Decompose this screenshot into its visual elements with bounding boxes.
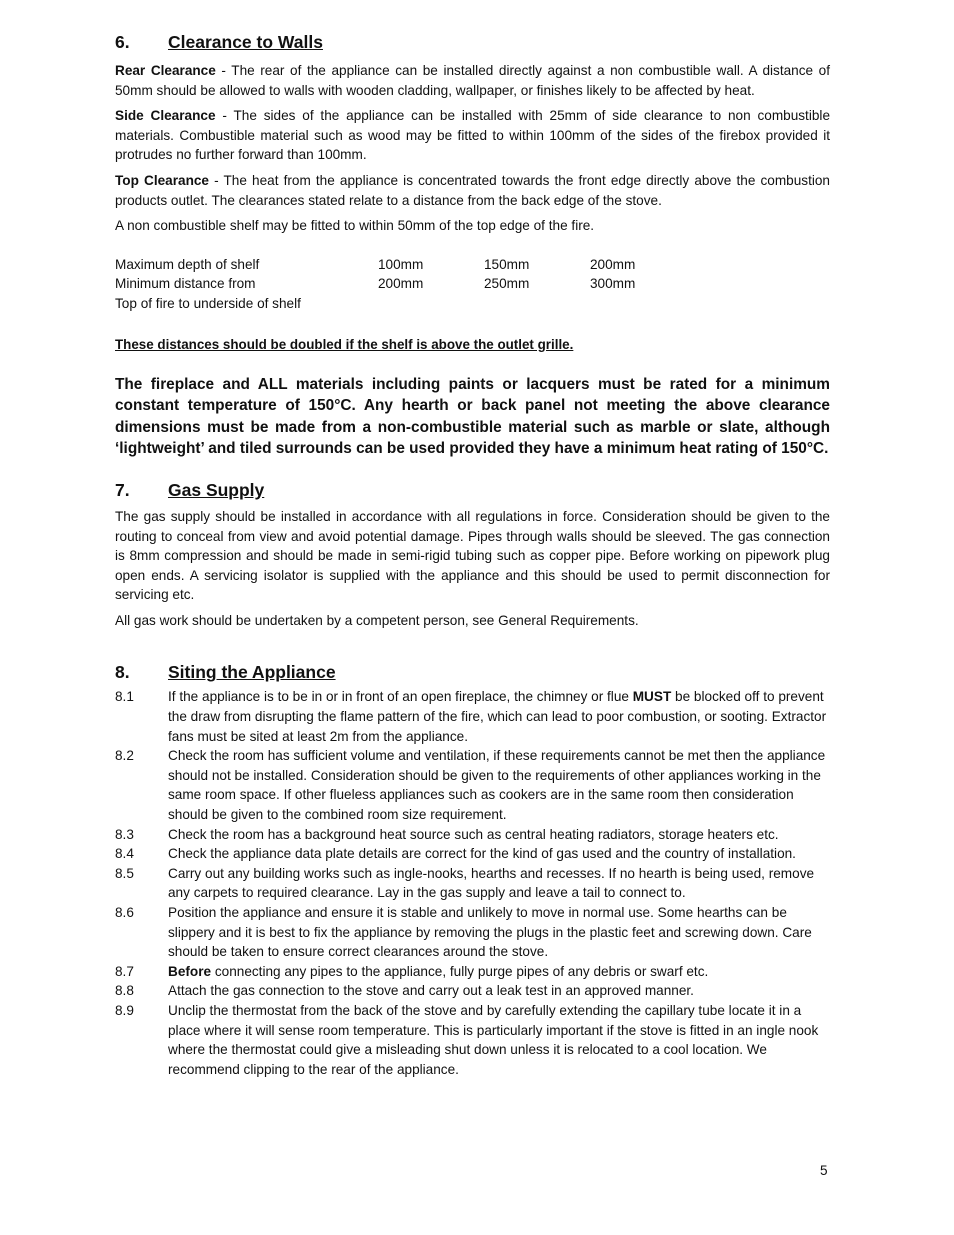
list-item bbox=[115, 864, 830, 903]
cell: 150mm bbox=[484, 256, 530, 272]
row-label: Minimum distance from bbox=[115, 276, 256, 292]
item-number: 8.6 bbox=[115, 905, 134, 920]
cell: 300mm bbox=[590, 276, 636, 292]
section-7-heading bbox=[115, 478, 830, 502]
section-title: Siting the Appliance bbox=[168, 662, 336, 683]
top-clearance-label: Top Clearance bbox=[115, 172, 209, 188]
shelf-intro: A non combustible shelf may be fitted to within 50mm of the top edge of the fire. bbox=[115, 218, 595, 234]
section-number: 6. bbox=[115, 32, 130, 52]
side-clearance-label: Side Clearance bbox=[115, 108, 216, 124]
doubled-distance-note: These distances should be doubled if the shelf is above the outlet grille. bbox=[115, 336, 574, 352]
item-text: Unclip the thermostat from the back of the stove and by carefully extending the capillary tube locate it in a place where it will sense room temperature. This is particularly important if the stove is fitted in an ingle nook where the thermostat could give a misleading shut down unless it is relocated to a cool location. We recommend clipping to the rear of the appliance. bbox=[168, 1002, 819, 1077]
item-number: 8.4 bbox=[115, 846, 134, 862]
item-text: Carry out any building works such as ingle-nooks, hearths and recesses. If no hearth is being used, remove any carpets to required clearance. Lay in the gas supply and leave a tail to connect to. bbox=[168, 865, 815, 901]
cell: 200mm bbox=[590, 256, 636, 272]
section-title: Clearance to Walls bbox=[168, 32, 323, 52]
list-item bbox=[115, 687, 830, 746]
cell: 250mm bbox=[484, 276, 530, 292]
item-text: Attach the gas connection to the stove and carry out a leak test in an approved manner. bbox=[168, 983, 694, 999]
row-label: Maximum depth of shelf bbox=[115, 256, 260, 272]
cell: 100mm bbox=[378, 256, 424, 272]
row-label: Top of fire to underside of shelf bbox=[115, 295, 301, 311]
item-text: Check the room has sufficient volume and ventilation, if these requirements cannot be met then the appliance should not be installed. Consideration should be given to the requirements of other appliances working in the same room space. If other flueless appliances such as cookers are in the same room then consideration should be given to the combined room size requirement. bbox=[168, 748, 826, 823]
shelf-table bbox=[115, 255, 830, 314]
shelf-table-row bbox=[115, 274, 830, 294]
list-item bbox=[115, 844, 830, 864]
gas-supply-paragraph: The gas supply should be installed in accordance with all regulations in force. Consideration should be given to the routing to conceal from view and avoid potential damage. Pipes through walls should be sleeved. The gas connection is 8mm compression and should be made in semi-rigid tubing such as copper pipe. Before working on pipework plug open ends. A servicing isolator is supplied with the appliance and this should be used to permit disconnection for servicing etc. bbox=[115, 508, 830, 603]
item-number: 8.1 bbox=[115, 689, 134, 705]
heat-rating-warning: The fireplace and ALL materials including paints or lacquers must be rated for a minimum constant temperature of 150°C. Any hearth or back panel not meeting the above clearance dimensions must be made from a non-combustible material such as marble or slate, although ‘lightweight’ and tiled surrounds can be used provided they have a minimum heat rating of 150°C. bbox=[115, 375, 830, 458]
side-clearance-paragraph bbox=[115, 106, 830, 165]
page-number: 5 bbox=[820, 1163, 828, 1178]
shelf-table-row bbox=[115, 294, 830, 314]
section-number: 7. bbox=[115, 479, 130, 500]
page-content bbox=[115, 30, 830, 1079]
rear-clearance-label: Rear Clearance bbox=[115, 63, 216, 78]
item-text: Check the room has a background heat source such as central heating radiators, storage heaters etc. bbox=[168, 826, 779, 842]
item-number: 8.8 bbox=[115, 983, 134, 999]
section-8-heading bbox=[115, 660, 830, 684]
item-text: Position the appliance and ensure it is stable and unlikely to move in normal use. Some hearths can be slippery and it is best to fix the appliance by removing the plugs in the plastic feet and screwing down. Care should be taken to ensure correct clearances around the stove. bbox=[168, 905, 812, 960]
top-clearance-text: - The heat from the appliance is concentrated towards the front edge directly above the combustion products outlet. The clearances stated relate to a distance from the back edge of the stove. bbox=[115, 172, 830, 208]
rear-clearance-paragraph bbox=[115, 61, 830, 100]
cell: 200mm bbox=[378, 276, 424, 292]
gas-work-paragraph: All gas work should be undertaken by a competent person, see General Requirements. bbox=[115, 612, 639, 628]
section-6-heading bbox=[115, 30, 830, 54]
item-text: If the appliance is to be in or in front of an open fireplace, the chimney or flue MUST be blocked off to prevent the draw from disrupting the flame pattern of the fire, which can lead to poor combustion, or sooting. Extractor fans must be sited at least 2m from the appliance. bbox=[168, 689, 827, 744]
side-clearance-text: - The sides of the appliance can be installed with 25mm of side clearance to non combustible materials. Combustible material such as wood may be fitted to within 100mm of the sides of the firebox provided it protrudes no further forward than 100mm. bbox=[115, 108, 830, 163]
section-title: Gas Supply bbox=[168, 479, 265, 500]
item-number: 8.9 bbox=[115, 1002, 134, 1018]
siting-list bbox=[115, 687, 830, 1079]
section-number: 8. bbox=[115, 662, 130, 683]
list-item bbox=[115, 962, 830, 982]
list-item bbox=[115, 981, 830, 1001]
top-clearance-paragraph bbox=[115, 171, 830, 210]
shelf-table-row bbox=[115, 255, 830, 275]
item-number: 8.5 bbox=[115, 865, 134, 881]
list-item bbox=[115, 1001, 830, 1079]
list-item bbox=[115, 903, 830, 962]
rear-clearance-text: - The rear of the appliance can be installed directly against a non combustible wall. A distance of 50mm should be allowed to walls with wooden cladding, wallpaper, or finishes likely to be affected by heat. bbox=[115, 63, 830, 98]
item-number: 8.2 bbox=[115, 748, 134, 764]
item-text: Before connecting any pipes to the appliance, fully purge pipes of any debris or swarf etc. bbox=[168, 963, 709, 979]
item-number: 8.7 bbox=[115, 963, 134, 979]
list-item bbox=[115, 825, 830, 845]
item-text: Check the appliance data plate details are correct for the kind of gas used and the country of installation. bbox=[168, 846, 796, 862]
list-item bbox=[115, 746, 830, 824]
item-number: 8.3 bbox=[115, 826, 134, 842]
